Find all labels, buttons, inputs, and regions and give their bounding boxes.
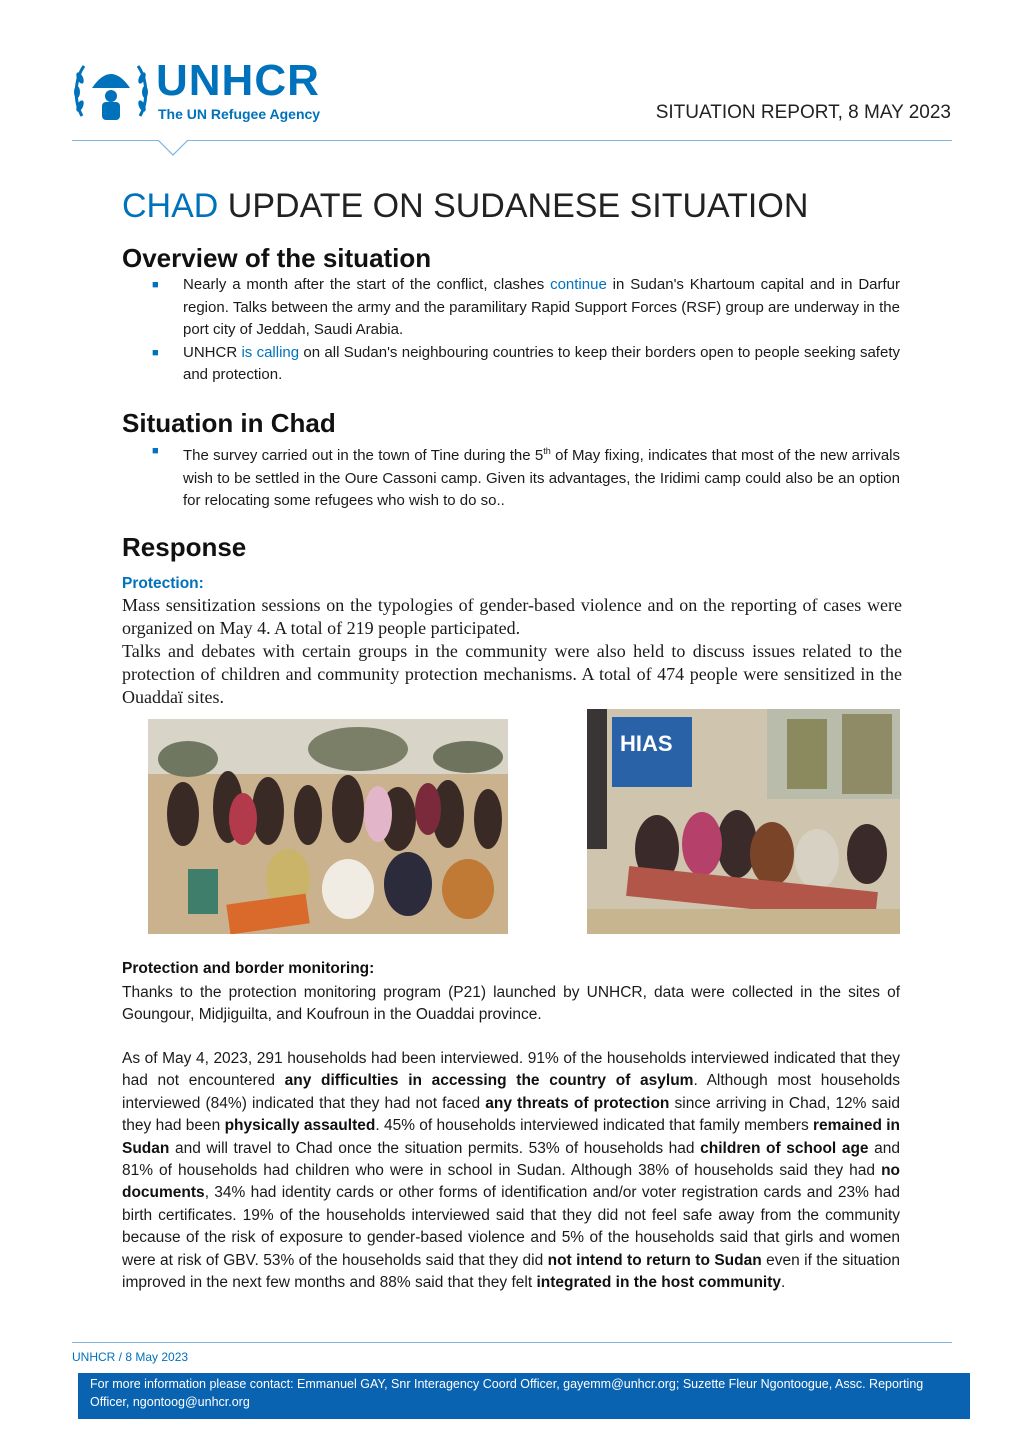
monitoring-heading: Protection and border monitoring: (122, 960, 375, 977)
overview-bullet-list (152, 274, 900, 387)
title-country: CHAD (122, 187, 219, 225)
title-rest: UPDATE ON SUDANESE SITUATION (218, 187, 809, 225)
bullet-icon: ■ (152, 445, 159, 457)
header-divider (72, 140, 952, 141)
monitoring-paragraph-1: Thanks to the protection monitoring program (P21) launched by UNHCR, data were collected in the sites of Goungour, Midjiguilta, and Koufroun in the Ouaddai province. (122, 984, 900, 1024)
monitoring-paragraph-2: As of May 4, 2023, 291 households had been interviewed. 91% of the households interviewed indicated that they had not encountered any difficulties in accessing the country of asylum. Although most households interviewed (84%) indicated that they had not faced any threats of protection since arriving in Chad, 12% said they had been physically assaulted. 45% of households interviewed indicated that family members remained in Sudan and will travel to Chad once the situation permits. 53% of households had children of school age and 81% of households had children who were in school in Sudan. Although 38% of households said they had no documents, 34% had identity cards or other forms of identification and/or voter registration cards and 23% had birth certificates. 19% of the households interviewed said that they did not feel safe away from the community because of the risk of exposure to gender-based violence and 5% of the households said that girls and women were at risk of GBV. 53% of the households said that they did not intend to return to Sudan even if the situation improved in the next few months and 88% said that they felt integrated in the host community. (122, 1050, 901, 1292)
page-title (122, 186, 808, 226)
footer-contact-text: For more information please contact: Emmanuel GAY, Snr Interagency Coord Officer, gayemm@unhcr.org; Suzette Fleur Ngontoogue, Assc. Reporting Officer, ngontoog@unhcr.org (90, 1377, 924, 1409)
protection-label: Protection: (122, 575, 204, 592)
protection-paragraph-2: Talks and debates with certain groups in the community were also held to discuss issues related to the protection of children and community protection mechanisms. A total of 474 people were sensitized in the Ouaddaï sites. (122, 641, 902, 707)
footer-divider (72, 1342, 952, 1343)
sensitization-photo-1 (148, 719, 508, 934)
is-calling-link[interactable]: is calling (241, 343, 300, 361)
report-date: SITUATION REPORT, 8 MAY 2023 (655, 102, 951, 123)
overview-heading: Overview of the situation (122, 243, 432, 273)
sensitization-photo-2 (587, 709, 900, 934)
footer-reference: UNHCR / 8 May 2023 (72, 1350, 189, 1364)
continue-link[interactable]: continue (550, 276, 607, 293)
bullet-icon: ■ (152, 279, 159, 291)
response-heading: Response (122, 532, 247, 562)
header-notch-icon (158, 140, 188, 158)
list-item: ■ UNHCR is calling on all Sudan's neighbouring countries to keep their borders open to people seeking safety and protection. (152, 343, 900, 383)
list-item: ■ Nearly a month after the start of the conflict, clashes continue in Sudan's Khartoum capital and in Darfur region. Talks between the army and the paramilitary Rapid Support Forces (RSF) group are underway in the port city of Jeddah, Saudi Arabia. (152, 276, 900, 338)
protection-paragraph-1: Mass sensitization sessions on the typologies of gender-based violence and on the reporting of cases were organized on May 4. A total of 219 people participated. (122, 595, 902, 638)
hias-sign-text: HIAS (620, 731, 673, 756)
bullet-icon: ■ (152, 346, 159, 359)
situation-bullet-list (152, 440, 900, 513)
logo-name: UNHCR (156, 56, 320, 105)
logo-tagline: The UN Refugee Agency (158, 106, 321, 122)
list-item: ■ The survey carried out in the town of Tine during the 5th of May fixing, indicates that most of the new arrivals wish to be settled in the Oure Cassoni camp. Given its advantages, the Iridimi camp could also be an option for relocating some refugees who wish to do so.. (152, 440, 900, 513)
unhcr-logo (72, 56, 362, 126)
footer-contact-box (78, 1373, 970, 1419)
unhcr-emblem-icon (72, 58, 150, 124)
situation-heading: Situation in Chad (122, 408, 336, 438)
